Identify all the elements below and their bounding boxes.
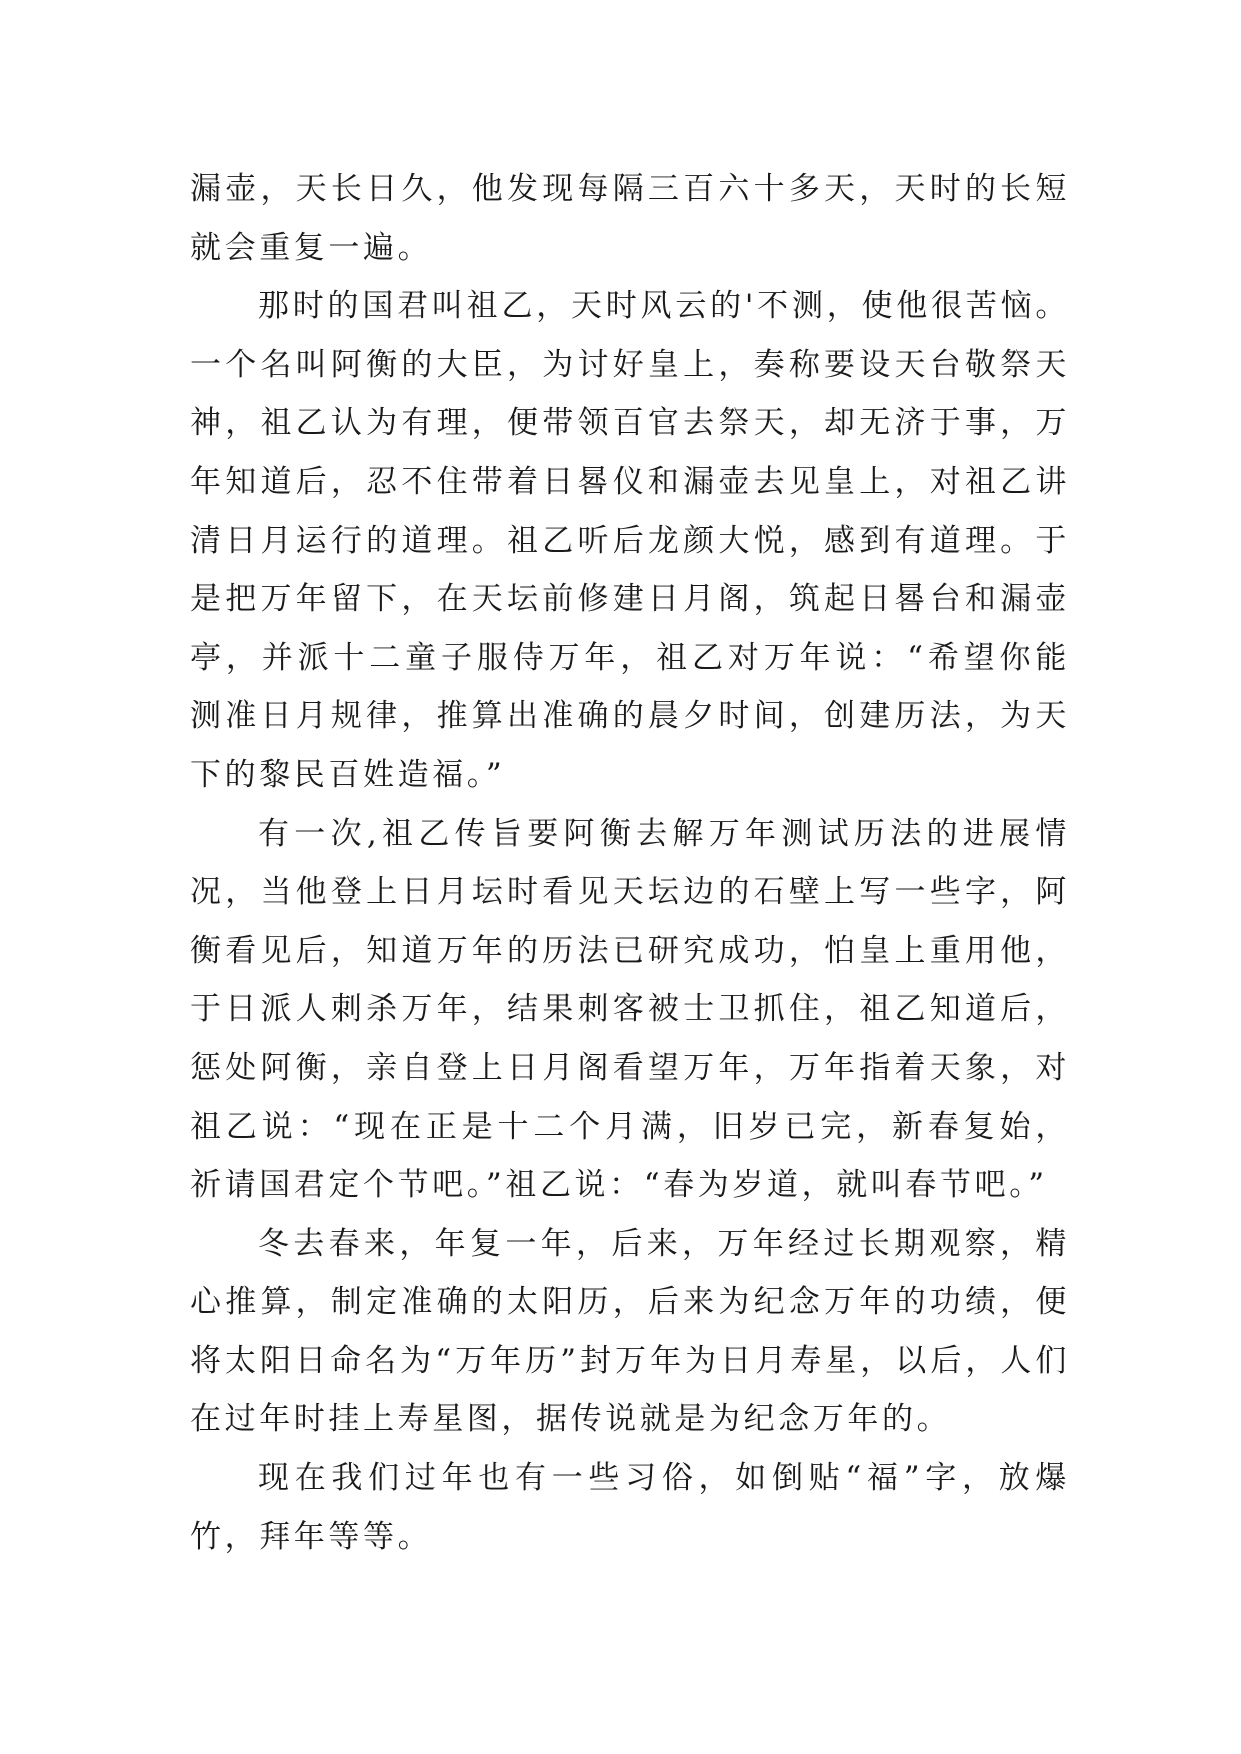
paragraph-customs: 现在我们过年也有一些习俗，如倒贴“福”字，放爆竹，拜年等等。 (190, 1460, 1070, 1555)
paragraph-solar-calendar: 冬去春来，年复一年，后来，万年经过长期观察，精心推算，制定准确的太阳历，后来为纪念万年的功绩，便将太阳日命名为“万年历”封万年为日月寿星，以后，人们在过年时挂上寿星图，据传说就是为纪念万年的。 (190, 1225, 1070, 1438)
paragraph-continuation: 漏壶，天长日久，他发现每隔三百六十多天，天时的长短就会重复一遍。 (190, 171, 1070, 266)
paragraph-aheng-assassination: 有一次,祖乙传旨要阿衡去解万年测试历法的进展情况，当他登上日月坛时看见天坛边的石壁上写一些字，阿衡看见后，知道万年的历法已研究成功，怕皇上重用他，于日派人刺杀万年，结果刺客被士卫抓住，祖乙知道后，惩处阿衡，亲自登上日月阁看望万年，万年指着天象，对祖乙说：“现在正是十二个月满，旧岁已完，新春复始，祈请国君定个节吧。”祖乙说：“春为岁道，就叫春节吧。” (190, 815, 1070, 1204)
document-body (190, 160, 1070, 1566)
paragraph-zuyi-king: 那时的国君叫祖乙，天时风云的'不测，使他很苦恼。一个名叫阿衡的大臣，为讨好皇上，奏称要设天台敬祭天神，祖乙认为有理，便带领百官去祭天，却无济于事，万年知道后，忍不住带着日晷仪和漏壶去见皇上，对祖乙讲清日月运行的道理。祖乙听后龙颜大悦，感到有道理。于是把万年留下，在天坛前修建日月阁，筑起日晷台和漏壶亭，并派十二童子服侍万年，祖乙对万年说：“希望你能测准日月规律，推算出准确的晨夕时间，创建历法，为天下的黎民百姓造福。” (190, 288, 1070, 793)
